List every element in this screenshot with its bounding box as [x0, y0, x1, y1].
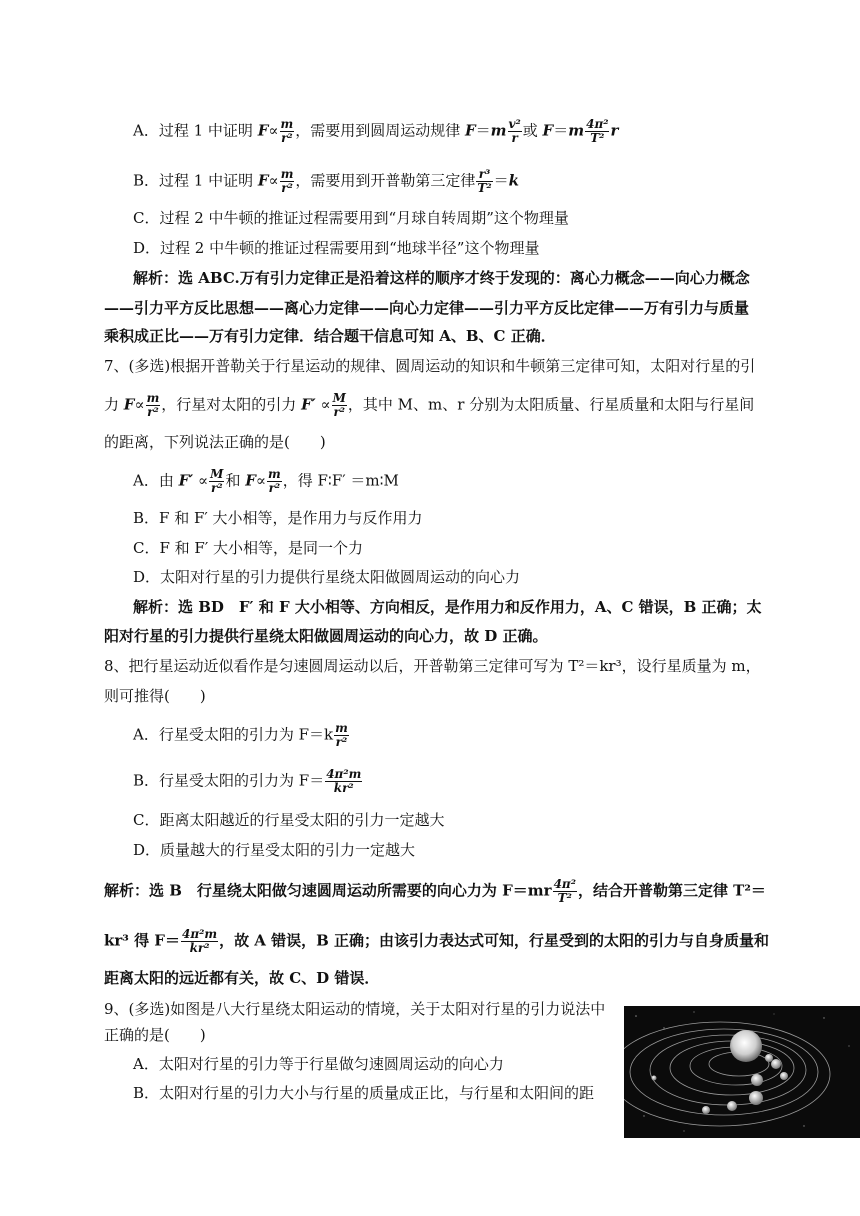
q8-stem-1: 8、把行星运动近似看作是匀速圆周运动以后，开普勒第三定律可写为 T²＝kr³，设行星质量为 m， [104, 657, 761, 675]
q7-stem-2a: 力 [104, 395, 124, 414]
q6-analysis-3: 乘积成正比——万有引力定律．结合题干信息可知 A、B、C 正确． [104, 327, 556, 345]
q6-option-d: D．过程 2 中牛顿的推证过程需要用到“地球半径”这个物理量 [133, 239, 540, 257]
solar-system-image [624, 1006, 860, 1138]
q8-option-a-text: A．行星受太阳的引力为 F＝k [133, 725, 334, 744]
q6-option-a-or: 或 [522, 121, 543, 140]
q7-option-a-and: 和 [225, 471, 246, 490]
q6-analysis-2: ——引力平方反比思想——离心力定律——向心力定律——引力平方反比定律——万有引力与质量 [104, 299, 750, 317]
q7-option-b: B．F 和 F′ 大小相等，是作用力与反作用力 [133, 509, 423, 527]
q6-analysis-1: 解析：选 ABC.万有引力定律正是沿着这样的顺序才终于发现的：离心力概念——向心力概念 [133, 269, 750, 287]
q8-analysis-3: 距离太阳的远近都有关，故 C、D 错误． [104, 969, 380, 987]
q7-option-a: A．由 F′ ∝ $\frac{M}{\text{r²}}$ 和 F∝ $\frac{m}{\text{r²}}$ ，得 F∶F′ ＝m∶M [133, 467, 399, 495]
q7-option-d: D．太阳对行星的引力提供行星绕太阳做圆周运动的向心力 [133, 568, 521, 586]
q8-option-a: A．行星受太阳的引力为 F＝k $\frac{m}{\text{r²}}$ [133, 721, 348, 749]
q8-analysis-2a: kr³ 得 F＝ [104, 931, 180, 950]
q9-option-b: B．太阳对行星的引力大小与行星的质量成正比，与行星和太阳间的距 [133, 1084, 595, 1102]
q8-option-b: B．行星受太阳的引力为 F＝ $\frac{\text{4π²m}}{\text{kr²}}$ [133, 767, 362, 795]
q6-option-b: B．过程 1 中证明 F∝ $\frac{m}{\text{r²}}$ ，需要用到开普勒第三定律 $\frac{\text{r³}}{\text{T²}}$ ＝k [133, 167, 520, 195]
q6-option-b-text: B．过程 1 中证明 [133, 171, 258, 190]
q8-stem-2: 则可推得( ) [104, 687, 206, 705]
q8-option-d: D．质量越大的行星受太阳的引力一定越大 [133, 841, 416, 859]
q9-stem-1: 9、(多选)如图是八大行星绕太阳运动的情境，关于太阳对行星的引力说法中 [104, 1000, 606, 1018]
q7-analysis-2: 阳对行星的引力提供行星绕太阳做圆周运动的向心力，故 D 正确。 [104, 627, 548, 645]
q7-stem-2b: ，行星对太阳的引力 [161, 395, 302, 414]
q7-option-c: C．F 和 F′ 大小相等，是同一个力 [133, 539, 364, 557]
solar-system-illustration [624, 1006, 860, 1138]
q8-analysis-2: kr³ 得 F＝ $\frac{\text{4π²m}}{\text{kr²}}$ ，故 A 错误，B 正确；由该引力表达式可知，行星受到的太阳的引力与自身质量和 [104, 927, 770, 955]
q8-analysis-2b: ，故 A 错误，B 正确；由该引力表达式可知，行星受到的太阳的引力与自身质量和 [219, 931, 770, 950]
q6-option-a: A．过程 1 中证明 F∝ $\frac{m}{\text{r²}}$ ，需要用到圆周运动规律 F＝m $\frac{\text{v²}}{r}$ 或 F＝m $\frac{\text{4π²}}{\text{T²}}$ r [133, 117, 619, 145]
q8-option-c: C．距离太阳越近的行星受太阳的引力一定越大 [133, 811, 445, 829]
q7-stem-2: 力 F∝ $\frac{m}{\text{r²}}$ ，行星对太阳的引力 F′ ∝ $\frac{M}{\text{r²}}$ ，其中 M、m、r 分别为太阳质量、行星质量和太阳与行星间 [104, 391, 755, 419]
q8-option-b-text: B．行星受太阳的引力为 F＝ [133, 771, 325, 790]
q8-analysis-1a: 解析：选 B 行星绕太阳做匀速圆周运动所需要的向心力为 F＝mr [104, 881, 552, 900]
q8-analysis-1: 解析：选 B 行星绕太阳做匀速圆周运动所需要的向心力为 F＝mr $\frac{\text{4π²}}{\text{T²}}$ ，结合开普勒第三定律 T²＝ [104, 877, 766, 905]
q7-option-a-text: A．由 [133, 471, 179, 490]
q7-analysis-1: 解析：选 BD F′ 和 F 大小相等、方向相反，是作用力和反作用力，A、C 错误，B 正确；太 [133, 598, 762, 616]
q6-option-b-text2: ，需要用到开普勒第三定律 [295, 171, 476, 190]
q7-stem-3: 的距离，下列说法正确的是( ) [104, 433, 326, 451]
q8-analysis-1b: ，结合开普勒第三定律 T²＝ [577, 881, 766, 900]
q9-stem-2: 正确的是( ) [104, 1026, 206, 1044]
q7-stem-1: 7、(多选)根据开普勒关于行星运动的规律、圆周运动的知识和牛顿第三定律可知，太阳对行星的引 [104, 357, 756, 375]
q9-option-a: A．太阳对行星的引力等于行星做匀速圆周运动的向心力 [133, 1055, 504, 1073]
q7-stem-2c: ，其中 M、m、r 分别为太阳质量、行星质量和太阳与行星间 [347, 395, 755, 414]
q7-option-a-text2: ，得 F∶F′ ＝m∶M [282, 471, 399, 490]
q6-option-c: C．过程 2 中牛顿的推证过程需要用到“月球自转周期”这个物理量 [133, 209, 569, 227]
q6-option-a-text: A．过程 1 中证明 [133, 121, 258, 140]
q6-option-a-text2: ，需要用到圆周运动规律 [295, 121, 465, 140]
